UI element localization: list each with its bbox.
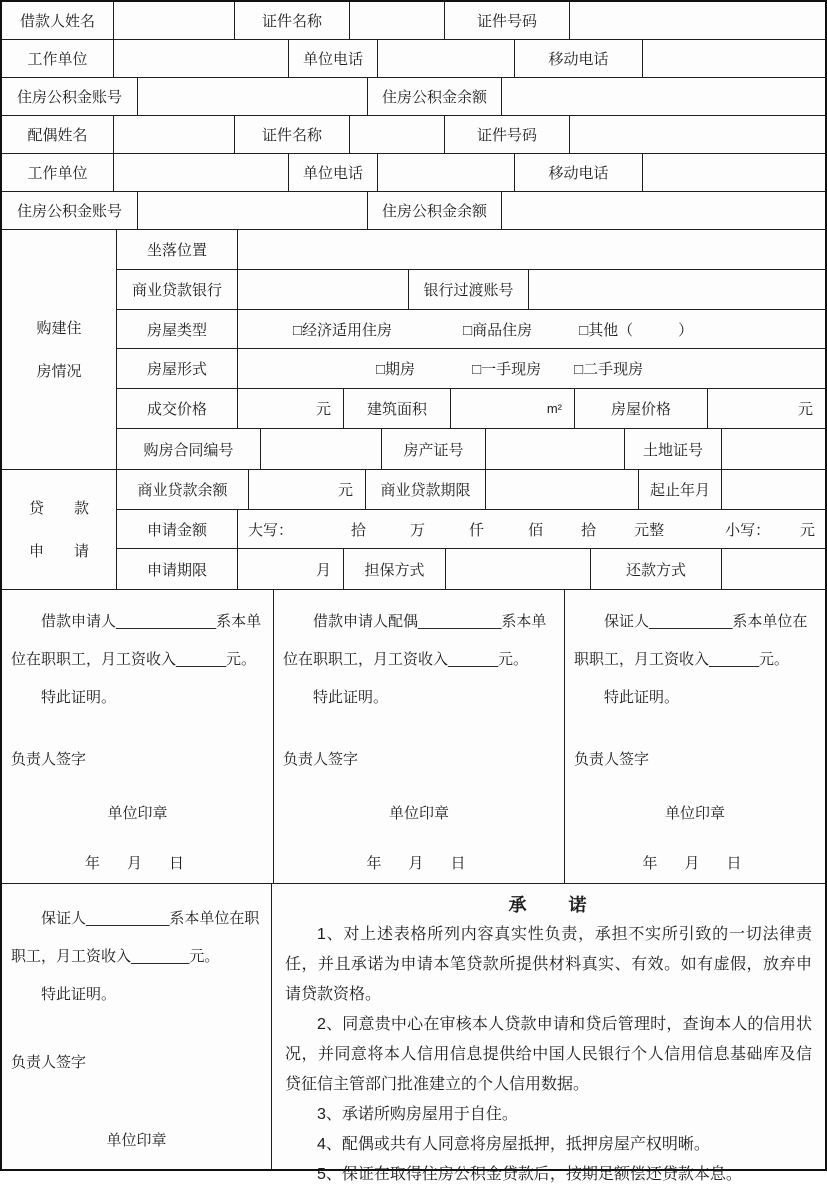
- guarantor-certificate-2: [2, 884, 272, 1169]
- checkbox-presale-house[interactable]: □期房: [376, 361, 416, 379]
- apply-term-label: 申请期限: [117, 549, 238, 589]
- borrower-fund-account-label: 住房公积金账号: [2, 78, 138, 115]
- amount-unit-bai: 佰: [528, 521, 544, 539]
- contract-no-field[interactable]: [261, 429, 382, 469]
- amount-small-label: 小写：: [725, 521, 771, 539]
- unit-seal-label: 单位印章: [664, 805, 725, 822]
- borrower-fund-balance-label: 住房公积金余额: [368, 78, 502, 115]
- spouse-certificate: [274, 590, 565, 883]
- spouse-unit-phone-field[interactable]: [378, 154, 515, 191]
- apply-amount-label: 申请金额: [117, 510, 238, 549]
- spouse-fund-account-label: 住房公积金账号: [2, 192, 138, 229]
- certificate-confirm: 特此证明。: [604, 689, 680, 706]
- location-label: 坐落位置: [117, 230, 238, 269]
- borrower-certificate: [2, 590, 274, 883]
- amount-unit-shi: 拾: [581, 521, 597, 539]
- apply-amount-field[interactable]: [238, 510, 825, 549]
- house-type-options: [238, 310, 825, 349]
- commitment-item-4: 4、配偶或共有人同意将房屋抵押，抵押房屋产权明晰。: [317, 1136, 710, 1153]
- location-row: [117, 230, 825, 270]
- housing-section-title-line1: 购建住: [36, 319, 82, 337]
- borrower-work-unit-field[interactable]: [114, 40, 289, 77]
- certificate-body: 保证人__________系本单位在职职工，月工资收入______元。: [574, 613, 808, 668]
- commercial-balance-label: 商业贷款余额: [117, 470, 249, 509]
- spouse-fund-balance-field[interactable]: [502, 192, 825, 229]
- signer-signature-label: 负责人签字: [11, 751, 87, 768]
- commitment-item-5: 5、保证在取得住房公积金贷款后，按期足额偿还贷款本息。: [317, 1166, 742, 1183]
- checkbox-second-hand-house[interactable]: □二手现房: [574, 361, 644, 379]
- commercial-bank-row: [117, 270, 825, 310]
- area-label: 建筑面积: [344, 389, 451, 428]
- house-price-field[interactable]: 元: [797, 401, 813, 419]
- unit-seal-label: 单位印章: [106, 1132, 167, 1149]
- spouse-id-number-field[interactable]: [570, 116, 825, 153]
- certificate-body: 借款申请人____________系本单位在职职工，月工资收入______元。: [11, 613, 262, 668]
- employer-certificates-row: [2, 590, 825, 884]
- date-label: 年 月 日: [642, 855, 748, 872]
- commercial-balance-field[interactable]: 元: [249, 470, 366, 509]
- location-field[interactable]: [238, 230, 825, 269]
- date-label: 年 月 日: [366, 855, 472, 872]
- certificate-body: 保证人__________系本单位在职职工，月工资收入_______元。: [11, 910, 260, 965]
- borrower-name-label: 借款人姓名: [2, 2, 114, 39]
- borrower-id-number-label: 证件号码: [445, 2, 570, 39]
- deal-price-label: 成交价格: [117, 389, 238, 428]
- borrower-id-name-label: 证件名称: [235, 2, 350, 39]
- unit-seal-label: 单位印章: [107, 805, 168, 822]
- commercial-balance-row: [117, 470, 825, 510]
- commercial-term-field[interactable]: [486, 470, 639, 509]
- spouse-contact-row: [2, 154, 825, 192]
- checkbox-first-hand-house[interactable]: □一手现房: [472, 361, 542, 379]
- borrower-mobile-field[interactable]: [643, 40, 825, 77]
- borrower-fund-balance-field[interactable]: [502, 78, 825, 115]
- house-type-label: 房屋类型: [117, 310, 238, 349]
- spouse-id-name-field[interactable]: [350, 116, 445, 153]
- apply-term-row: [117, 549, 825, 589]
- borrower-mobile-label: 移动电话: [515, 40, 643, 77]
- borrower-fund-account-field[interactable]: [138, 78, 368, 115]
- checkbox-commodity-housing[interactable]: □商品住房: [463, 321, 533, 339]
- checkbox-other-housing[interactable]: □其他（ ）: [579, 321, 694, 339]
- certificates-row: [117, 429, 825, 469]
- spouse-fund-row: [2, 192, 825, 230]
- guarantee-field[interactable]: [446, 549, 591, 589]
- borrower-unit-phone-field[interactable]: [378, 40, 515, 77]
- signer-signature-label: 负责人签字: [11, 1054, 87, 1071]
- commercial-term-label: 商业贷款期限: [366, 470, 486, 509]
- commitment-item-3: 3、承诺所购房屋用于自住。: [317, 1106, 518, 1123]
- spouse-name-field[interactable]: [114, 116, 235, 153]
- commitment-title: 承 诺: [508, 895, 589, 915]
- certificate-confirm: 特此证明。: [41, 986, 117, 1003]
- housing-section-title-line2: 房情况: [36, 362, 82, 380]
- spouse-work-unit-field[interactable]: [114, 154, 289, 191]
- amount-unit-ten0: 拾: [351, 521, 367, 539]
- area-field[interactable]: m²: [451, 389, 575, 428]
- loan-section-title-line2: 申 请: [28, 542, 89, 560]
- transit-account-field[interactable]: [529, 270, 825, 309]
- spouse-id-number-label: 证件号码: [445, 116, 570, 153]
- amount-unit-qian: 仟: [469, 521, 485, 539]
- apply-amount-row: [117, 510, 825, 550]
- property-cert-label: 房产证号: [382, 429, 486, 469]
- transit-account-label: 银行过渡账号: [409, 270, 529, 309]
- amount-caps-label: 大写：: [248, 521, 294, 539]
- certificate-confirm: 特此证明。: [313, 689, 389, 706]
- apply-term-field[interactable]: 月: [238, 549, 344, 589]
- start-end-month-label: 起止年月: [639, 470, 722, 509]
- price-area-row: [117, 389, 825, 429]
- unit-seal-label: 单位印章: [388, 805, 449, 822]
- spouse-name-label: 配偶姓名: [2, 116, 114, 153]
- spouse-unit-phone-label: 单位电话: [289, 154, 378, 191]
- guarantor-certificate: [565, 590, 825, 883]
- borrower-fund-row: [2, 78, 825, 116]
- spouse-work-unit-label: 工作单位: [2, 154, 114, 191]
- spouse-mobile-label: 移动电话: [515, 154, 643, 191]
- deal-price-field[interactable]: 元: [238, 389, 344, 428]
- house-form-row: [117, 349, 825, 389]
- land-cert-label: 土地证号: [625, 429, 722, 469]
- repayment-label: 还款方式: [591, 549, 722, 589]
- start-end-month-field[interactable]: [722, 470, 825, 509]
- amount-unit-wan: 万: [410, 521, 426, 539]
- borrower-identity-row: [2, 2, 825, 40]
- loan-section-header: [2, 470, 117, 589]
- house-type-row: [117, 310, 825, 350]
- spouse-fund-balance-label: 住房公积金余额: [368, 192, 502, 229]
- loan-section-title-line1: 贷 款: [28, 499, 89, 517]
- borrower-work-unit-label: 工作单位: [2, 40, 114, 77]
- guarantee-label: 担保方式: [344, 549, 446, 589]
- house-form-label: 房屋形式: [117, 349, 238, 388]
- commercial-bank-label: 商业贷款银行: [117, 270, 238, 309]
- repayment-field[interactable]: [722, 549, 825, 589]
- commercial-bank-field[interactable]: [238, 270, 409, 309]
- amount-small-unit: 元: [799, 521, 815, 539]
- spouse-identity-row: [2, 116, 825, 154]
- commitment-section: [272, 884, 825, 1183]
- housing-section: [2, 230, 825, 470]
- land-cert-field[interactable]: [722, 429, 825, 469]
- bottom-row: [2, 884, 825, 1183]
- signer-signature-label: 负责人签字: [283, 751, 359, 768]
- loan-section: [2, 470, 825, 590]
- spouse-id-name-label: 证件名称: [235, 116, 350, 153]
- signer-signature-label: 负责人签字: [574, 751, 650, 768]
- amount-unit-yuanzheng: 元整: [634, 521, 665, 539]
- date-label: 年 月 日: [84, 855, 190, 872]
- certificate-body: 借款申请人配偶__________系本单位在职职工，月工资收入______元。: [283, 613, 547, 668]
- borrower-id-name-field[interactable]: [350, 2, 445, 39]
- spouse-mobile-field[interactable]: [643, 154, 825, 191]
- borrower-unit-phone-label: 单位电话: [289, 40, 378, 77]
- house-form-options: [238, 349, 825, 388]
- checkbox-economic-housing[interactable]: □经济适用住房: [293, 321, 393, 339]
- housing-section-header: [2, 230, 117, 469]
- house-price-label: 房屋价格: [575, 389, 708, 428]
- spouse-fund-account-field[interactable]: [138, 192, 368, 229]
- certificate-confirm: 特此证明。: [41, 689, 117, 706]
- property-cert-field[interactable]: [486, 429, 625, 469]
- borrower-name-field[interactable]: [114, 2, 235, 39]
- commitment-item-2: 2、同意贵中心在审核本人贷款申请和贷后管理时，查询本人的信用状况，并同意将本人信用信息提供给中国人民银行个人信用信息基础库及信贷征信主管部门批准建立的个人信用数据。: [285, 1016, 812, 1093]
- borrower-id-number-field[interactable]: [570, 2, 825, 39]
- borrower-contact-row: [2, 40, 825, 78]
- commitment-item-1: 1、对上述表格所列内容真实性负责，承担不实所引致的一切法律责任，并且承诺为申请本笔贷款所提供材料真实、有效。如有虚假，放弃申请贷款资格。: [285, 926, 812, 1003]
- contract-no-label: 购房合同编号: [117, 429, 261, 469]
